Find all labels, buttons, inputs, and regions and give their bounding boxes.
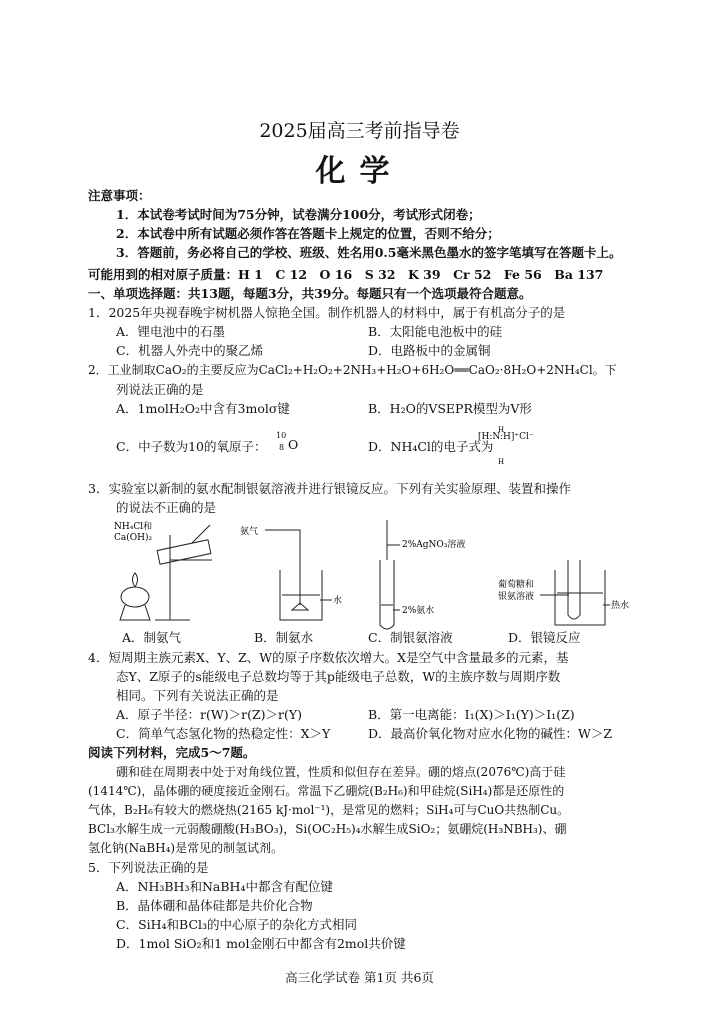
q2-option-b: B．H₂O的VSEPR模型为V形 (368, 401, 532, 416)
fig-c-apparatus (380, 520, 400, 629)
atomic-masses: 可能用到的相对原子质量：H 1 C 12 O 16 S 32 K 39 Cr 52 Fe 56 Ba 137 (88, 267, 604, 282)
reading-line-5: 氢化钠(NaBH₄)是常见的制氢试剂。 (88, 841, 284, 855)
q3-option-b: B．制氨水 (254, 630, 314, 645)
q5-stem: 5．下列说法正确的是 (88, 860, 209, 875)
q4-option-c: C．简单气态氢化物的热稳定性：X＞Y (116, 726, 331, 741)
q1-option-c: C．机器人外壳中的聚乙烯 (116, 343, 264, 358)
q4-stem-line1: 4．短周期主族元素X、Y、Z、W的原子序数依次增大。X是空气中含量最多的元素，基 (88, 650, 569, 665)
subject-title: 化学 (315, 154, 404, 189)
q4-option-d: D．最高价氧化物对应水化物的碱性：W＞Z (368, 726, 613, 741)
q3-stem-line2: 的说法不正确的是 (116, 500, 217, 515)
fig-a-label-line1: NH₄Cl和 (114, 522, 153, 532)
fig-b-label-gas: 氨气 (240, 527, 259, 537)
q2-c-symbol: O (288, 437, 299, 452)
fig-c-label-agno3: 2%AgNO₃溶液 (402, 540, 466, 550)
q1-stem: 1．2025年央视春晚宇树机器人惊艳全国。制作机器人的材料中，属于有机高分子的是 (88, 305, 566, 320)
page-footer: 高三化学试卷 第1页 共6页 (285, 970, 434, 985)
fig-c-label-ammonia: 2%氨水 (402, 606, 435, 616)
ef-bottom-h: H (498, 458, 505, 466)
q2-option-c: C．中子数为10的氧原子： (116, 439, 267, 454)
q2-c-mass-number: 10 (276, 431, 287, 440)
notice-item-1: 1．本试卷考试时间为75分钟，试卷满分100分，考试形式闭卷； (116, 207, 481, 222)
notice-item-2: 2．本试卷中所有试题必须作答在答题卡上规定的位置，否则不给分； (116, 226, 500, 241)
q2-stem-line2: 列说法正确的是 (116, 382, 204, 397)
q4-stem-line2: 态Y、Z原子的s能级电子总数均等于其p能级电子总数，W的主族序数与周期序数 (116, 669, 561, 684)
fig-b-apparatus (265, 530, 332, 620)
q4-option-a: A．原子半径：r(W)＞r(Z)＞r(Y) (116, 707, 302, 722)
q2-option-a: A．1molH₂O₂中含有3molσ键 (116, 401, 290, 416)
q1-option-d: D．电路板中的金属铜 (368, 343, 491, 358)
fig-d-label-hotwater: 热水 (611, 601, 630, 611)
fig-d-label-line2: 银氨溶液 (498, 592, 535, 602)
q5-option-c: C．SiH₄和BCl₃的中心原子的杂化方式相同 (116, 917, 358, 932)
q3-option-d: D．银镜反应 (508, 630, 581, 645)
reading-line-3: 气体，B₂H₆有较大的燃烧热(2165 kJ·mol⁻¹)，是常见的燃料；SiH₄可与CuO共热制Cu。 (88, 803, 570, 817)
reading-line-1: 硼和硅在周期表中处于对角线位置，性质和似但存在差异。硼的熔点(2076℃)高于硅 (116, 765, 566, 779)
q3-option-a: A．制氨气 (122, 630, 182, 645)
section-heading: 一、单项选择题：共13题，每题3分，共39分。每题只有一个选项最符合题意。 (88, 286, 532, 301)
fig-b-label-water: 水 (333, 596, 343, 606)
q5-option-b: B．晶体硼和晶体硅都是共价化合物 (116, 898, 313, 913)
q3-option-c: C．制银氨溶液 (368, 630, 453, 645)
electron-formula-decoration (478, 424, 558, 466)
ef-top-h: H (498, 426, 505, 434)
reading-heading: 阅读下列材料，完成5～7题。 (88, 745, 256, 760)
exam-title: 2025届高三考前指导卷 (259, 120, 460, 142)
reading-line-4: BCl₃水解生成一元弱酸硼酸(H₃BO₃)，Si(OC₂H₅)₄水解生成SiO₂；氨硼烷(H₃NBH₃)、硼 (88, 822, 567, 836)
notice-heading: 注意事项： (88, 188, 151, 203)
q2-option-d: D．NH₄Cl的电子式为 (368, 439, 494, 454)
q5-option-d: D．1mol SiO₂和1 mol金刚石中都含有2mol共价键 (116, 936, 406, 951)
q2-d-electron-formula: [H:N:H]⁺Cl⁻ (478, 432, 534, 442)
fig-d-apparatus (540, 560, 610, 625)
fig-a-label-line2: Ca(OH)₂ (114, 533, 153, 543)
q3-apparatus-figures (100, 515, 660, 630)
q2-c-atomic-number: 8 (279, 443, 285, 452)
notice-item-3: 3．答题前，务必将自己的学校、班级、姓名用0.5毫米黑色墨水的签字笔填写在答题卡上。 (116, 245, 622, 260)
q1-option-a: A．锂电池中的石墨 (116, 324, 226, 339)
q1-option-b: B．太阳能电池板中的硅 (368, 324, 503, 339)
q2-stem-line1: 2．工业制取CaO₂的主要反应为CaCl₂+H₂O₂+2NH₃+H₂O+6H₂O══CaO₂·8H₂O+2NH₄Cl。下 (88, 363, 617, 377)
fig-d-label-line1: 葡萄糖和 (498, 580, 535, 590)
reading-line-2: (1414℃)，晶体硼的硬度接近金刚石。常温下乙硼烷(B₂H₆)和甲硅烷(SiH₄)都是还原性的 (88, 784, 565, 798)
q4-option-b: B．第一电离能：I₁(X)＞I₁(Y)＞I₁(Z) (368, 707, 575, 722)
q4-stem-line3: 相同。下列有关说法正确的是 (116, 688, 279, 703)
q5-option-a: A．NH₃BH₃和NaBH₄中都含有配位键 (116, 879, 333, 894)
q3-stem-line1: 3．实验室以新制的氨水配制银氨溶液并进行银镜反应。下列有关实验原理、装置和操作 (88, 481, 571, 496)
